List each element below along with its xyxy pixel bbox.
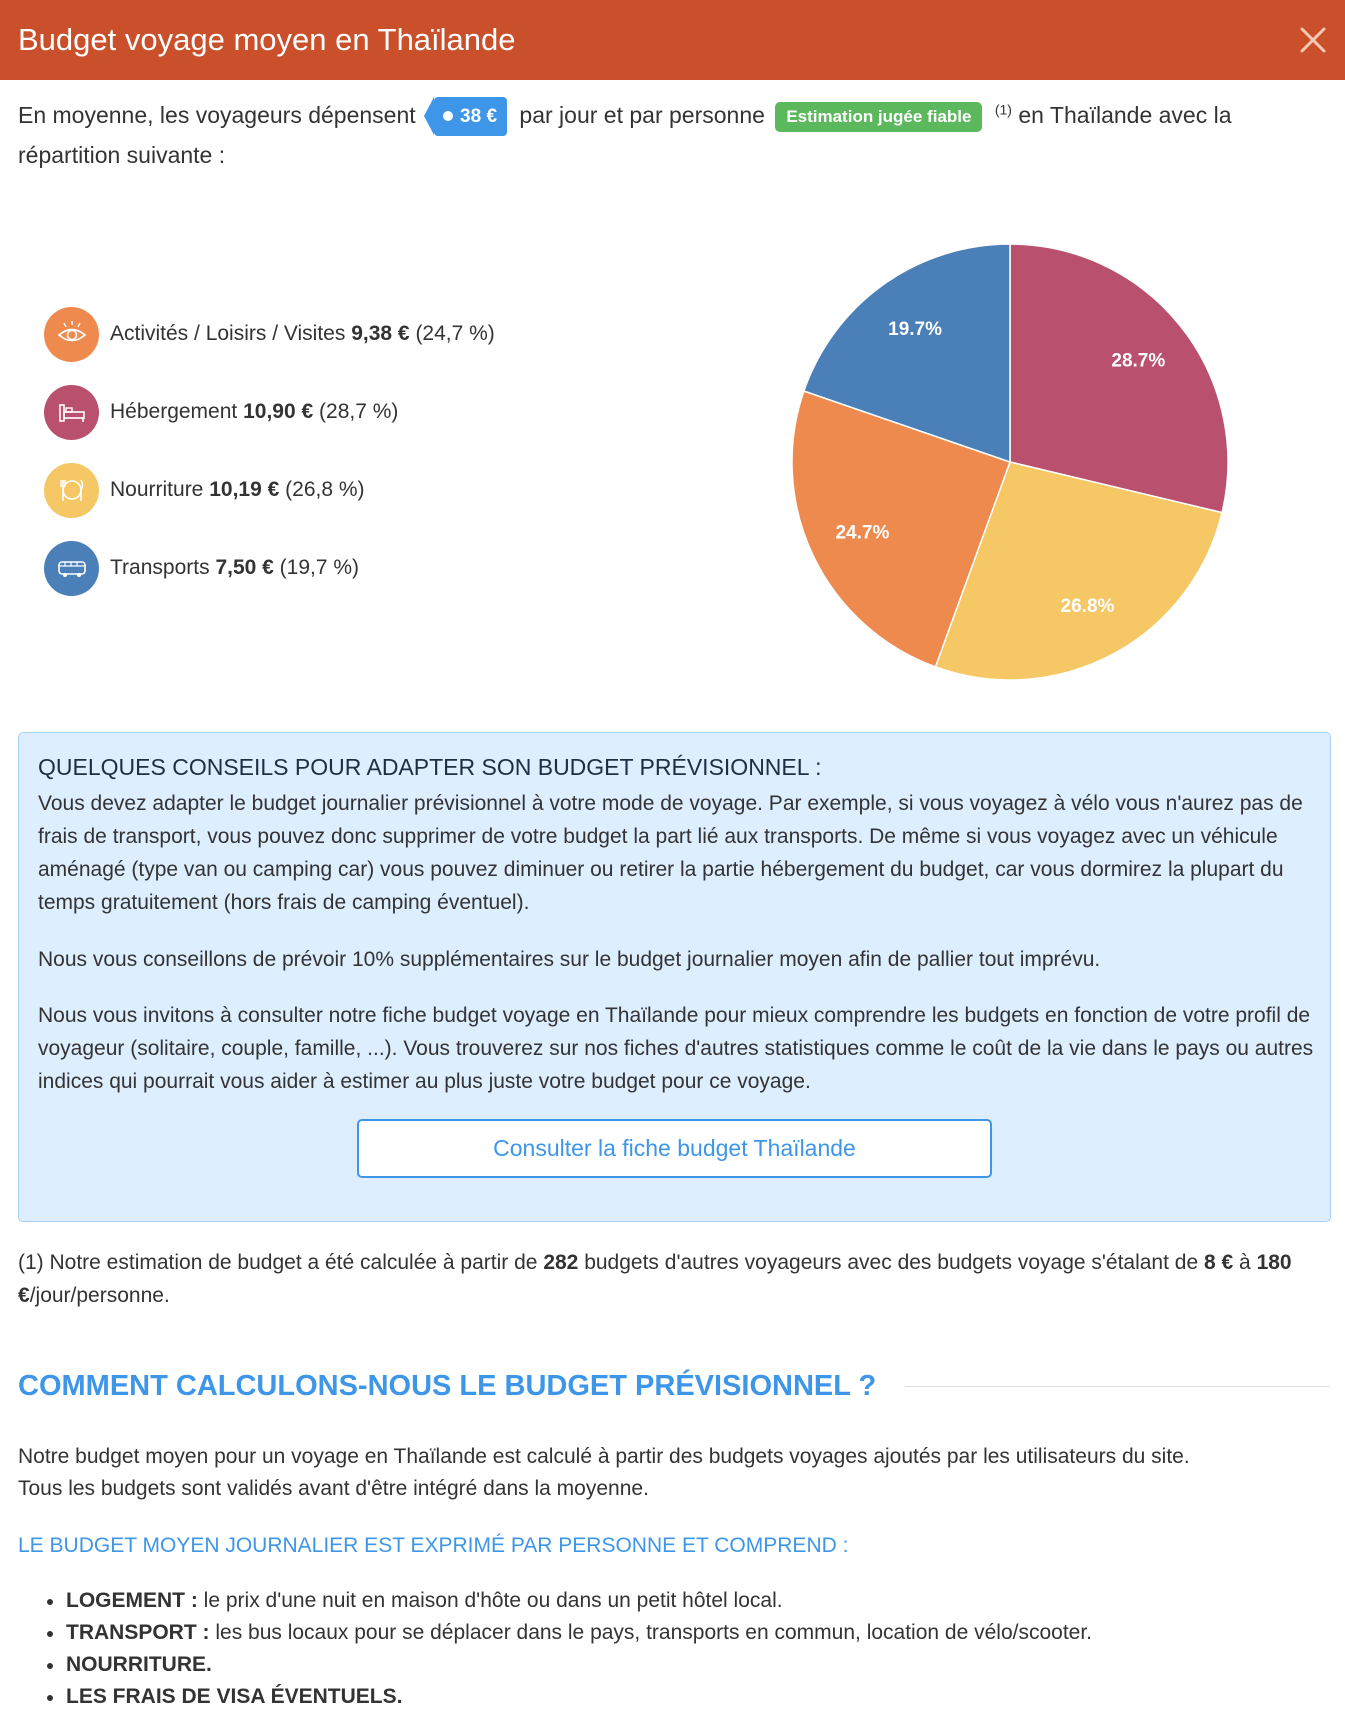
- legend-amount: 10,19 €: [209, 478, 280, 501]
- tips-paragraph: Nous vous invitons à consulter notre fiche budget voyage en Thaïlande pour mieux comprendre les budgets en fonction de votre profil de voyageur (solitaire, couple, famille, ...). Vous trouverez sur nos fiches d'autres statistiques comme le coût de la vie dans le pays ou autres indices qui pourrait vous aider à estimer au plus juste votre budget pour ce voyage.: [38, 1004, 1314, 1093]
- legend-percent: (26,8 %): [285, 478, 365, 501]
- legend-item-food: [44, 462, 365, 518]
- legend-percent: (28,7 %): [319, 400, 399, 423]
- list-item: [44, 1649, 212, 1681]
- budget-sheet-button[interactable]: Consulter la fiche budget Thaïlande: [357, 1119, 992, 1178]
- legend-amount: 9,38 €: [351, 322, 410, 345]
- pie-slice-label: 19.7%: [888, 318, 943, 340]
- intro-text: [18, 96, 1328, 175]
- list-item-label: LOGEMENT :: [66, 1589, 198, 1612]
- footnote-min: 8 €: [1203, 1251, 1234, 1274]
- legend-item-transport: [44, 540, 359, 596]
- heading-divider: [905, 1386, 1330, 1387]
- pie-slice-label: 28.7%: [1111, 350, 1166, 372]
- reliability-badge: Estimation jugée fiable: [775, 102, 982, 132]
- legend-percent: (24,7 %): [415, 322, 495, 345]
- eye-icon: [44, 307, 99, 362]
- close-button[interactable]: [1293, 20, 1333, 60]
- legend-label: Transports: [110, 556, 210, 579]
- budget-pie-chart: [780, 232, 1240, 692]
- footnote-text: budgets d'autres voyageurs avec des budgets voyage s'étalant de: [584, 1251, 1199, 1274]
- footnote-max: 180 €: [18, 1251, 1292, 1307]
- legend-item-activities: [44, 306, 495, 362]
- bus-icon: [44, 541, 99, 596]
- footnote-text: /jour/personne.: [29, 1284, 170, 1307]
- legend-percent: (19,7 %): [279, 556, 360, 579]
- list-item: [44, 1617, 1092, 1649]
- list-item-label: NOURRITURE.: [66, 1653, 212, 1676]
- legend-label: Hébergement: [110, 400, 238, 423]
- calc-line: Notre budget moyen pour un voyage en Thaïlande est calculé à partir des budgets voyages ajoutés par les utilisateurs du site.: [18, 1445, 1190, 1468]
- footnote-text: (1) Notre estimation de budget a été calculée à partir de: [18, 1251, 538, 1274]
- modal-title: Budget voyage moyen en Thaïlande: [18, 22, 516, 57]
- legend-amount: 10,90 €: [243, 400, 314, 423]
- footnote-ref: (1): [994, 101, 1012, 118]
- legend-item-accommodation: [44, 384, 398, 440]
- cutlery-icon: [44, 463, 99, 518]
- list-item-text: les bus locaux pour se déplacer dans le pays, transports en commun, location de vélo/scooter.: [215, 1621, 1093, 1644]
- calc-line: Tous les budgets sont validés avant d'être intégré dans la moyenne.: [18, 1477, 649, 1500]
- intro-text-after: en Thaïlande avec la répartition suivante :: [18, 102, 1232, 169]
- legend-label: Activités / Loisirs / Visites: [110, 322, 346, 345]
- footnote-text: à: [1239, 1251, 1251, 1274]
- pie-slice-label: 24.7%: [835, 522, 890, 544]
- footnote: [18, 1246, 1328, 1312]
- modal-header: [0, 0, 1345, 80]
- list-item: [44, 1681, 402, 1710]
- subheading: LE BUDGET MOYEN JOURNALIER EST EXPRIMÉ PAR PERSONNE ET COMPREND :: [18, 1534, 849, 1557]
- tips-box: [18, 732, 1331, 1222]
- list-item-label: LES FRAIS DE VISA ÉVENTUELS.: [66, 1685, 403, 1708]
- calc-description: [18, 1441, 1328, 1505]
- intro-text-before: En moyenne, les voyageurs dépensent: [18, 102, 416, 128]
- close-icon: [1293, 20, 1333, 60]
- legend-label: Nourriture: [110, 478, 204, 501]
- list-item: [44, 1585, 783, 1617]
- section-heading: COMMENT CALCULONS-NOUS LE BUDGET PRÉVISIONNEL ?: [18, 1370, 877, 1402]
- list-item-label: TRANSPORT :: [66, 1621, 210, 1644]
- tips-title: QUELQUES CONSEILS POUR ADAPTER SON BUDGET PRÉVISIONNEL :: [38, 754, 822, 780]
- price-tag: 38 €: [434, 97, 507, 136]
- list-item-text: le prix d'une nuit en maison d'hôte ou dans un petit hôtel local.: [203, 1589, 783, 1612]
- pie-slice-label: 26.8%: [1060, 595, 1115, 617]
- bed-icon: [44, 385, 99, 440]
- intro-text-middle: par jour et par personne: [519, 102, 765, 128]
- tips-paragraph: Nous vous conseillons de prévoir 10% supplémentaires sur le budget journalier moyen afin de pallier tout imprévu.: [38, 948, 1101, 971]
- footnote-count: 282: [543, 1251, 579, 1274]
- tips-paragraph: Vous devez adapter le budget journalier prévisionnel à votre mode de voyage. Par exemple, si vous voyagez à vélo vous n'aurez pas de frais de transport, vous pouvez donc supprimer de votre budget la part lié aux transports. De même si vous voyagez avec un véhicule aménagé (type van ou camping car) vous pouvez diminuer ou retirer la partie hébergement du budget, car vous dormirez la plupart du temps gratuitement (hors frais de camping éventuel).: [38, 792, 1303, 914]
- legend-amount: 7,50 €: [215, 556, 274, 579]
